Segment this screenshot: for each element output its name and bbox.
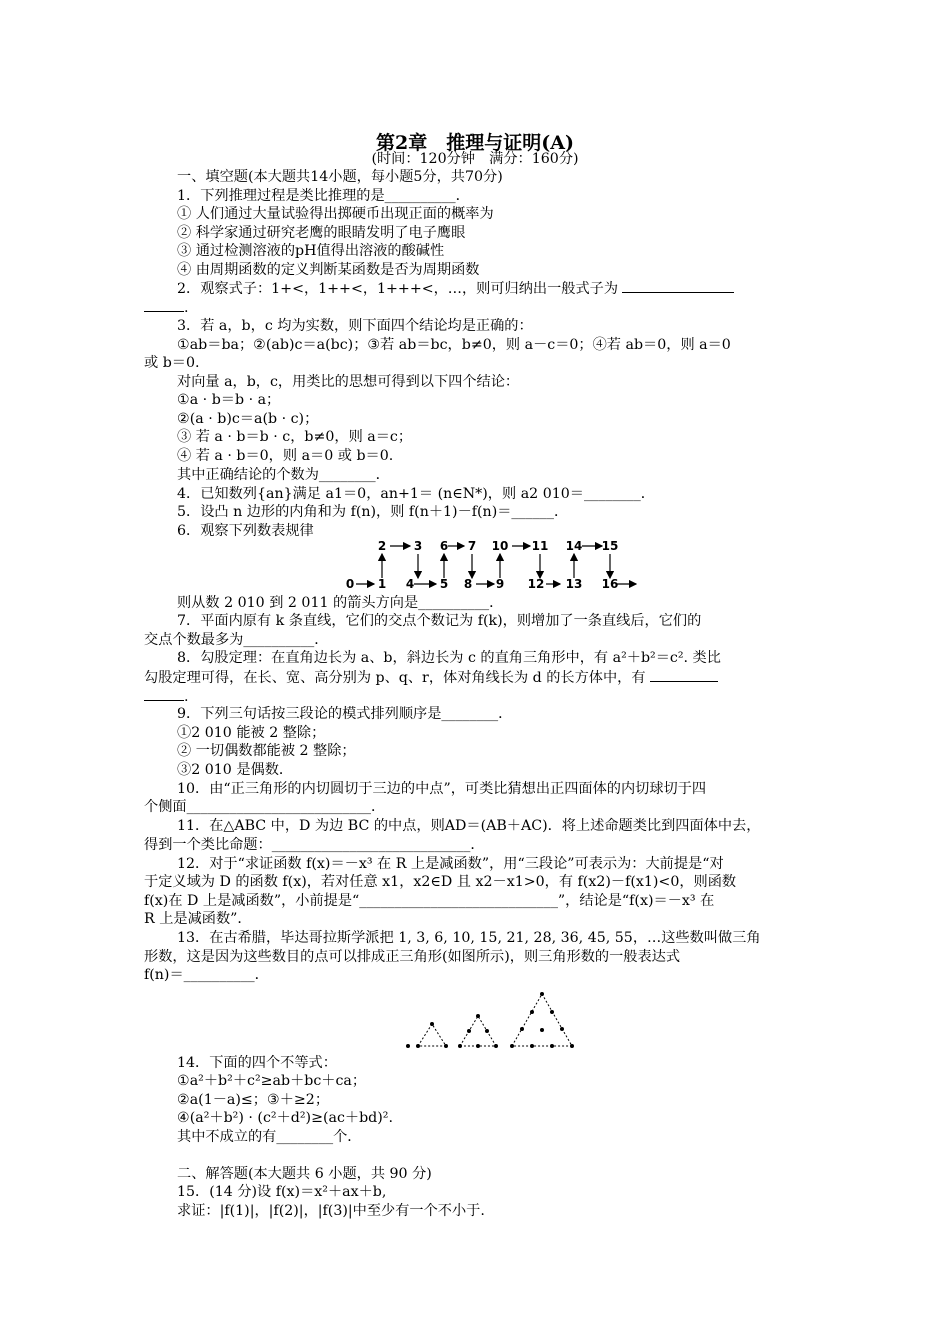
- question-8-line2: 勾股定理可得，在长、宽、高分别为 p、q、r，体对角线长为 d 的长方体中，有: [144, 668, 718, 687]
- question-12-end: R 上是减函数”．: [144, 911, 252, 927]
- table-top-number: 11: [531, 539, 549, 553]
- table-top-number: 14: [565, 539, 583, 553]
- q9-statement-3: ③2 010 是偶数．: [177, 762, 294, 778]
- table-top-number: 15: [601, 539, 619, 553]
- question-7: 7．平面内原有 k 条直线，它们的交点个数记为 f(k)，则增加了一条直线后，它们的: [177, 613, 702, 629]
- table-bottom-number: 13: [565, 577, 583, 591]
- q9-statement-2: ② 一切偶数都能被 2 整除；: [177, 743, 356, 759]
- question-2-end: .: [144, 298, 189, 317]
- table-bottom-number: 0: [345, 577, 355, 591]
- question-15: 15．(14 分)设 f(x)＝x²＋ax＋b,: [177, 1184, 387, 1200]
- question-5: 5．设凸 n 边形的内角和为 f(n)，则 f(n＋1)－f(n)＝______．: [177, 504, 569, 520]
- question-10-end: 个侧面__________________________．: [144, 799, 386, 815]
- question-11: 11．在△ABC 中，D 为边 BC 的中点，则AD＝(AB＋AC)．将上述命题类比到四面体中去，: [177, 818, 761, 834]
- table-bottom-number: 5: [439, 577, 449, 591]
- arrow-number-table-figure: [340, 536, 650, 594]
- question-6: 6．观察下列数表规律: [177, 523, 314, 539]
- table-top-number: 3: [413, 539, 423, 553]
- section-heading-answers: 二、解答题(本大题共 6 小题，共 90 分): [177, 1166, 432, 1182]
- time-score-subtitle: (时间：120分钟 满分：160分): [371, 151, 579, 167]
- table-bottom-number: 16: [601, 577, 619, 591]
- question-1: 1．下列推理过程是类比推理的是__________．: [177, 188, 470, 204]
- question-11-end: 得到一个类比命题：____________________________．: [144, 837, 485, 853]
- question-13: 13．在古希腊，毕达哥拉斯学派把 1, 3, 6, 10, 15, 21, 28, 36, 45, 55，…这些数叫做三角: [177, 930, 761, 946]
- q6-question: 则从数 2 010 到 2 011 的箭头方向是__________．: [177, 595, 504, 611]
- q14-inequality-2-3: ②a(1－a)≤；③＋≥2；: [177, 1092, 330, 1108]
- table-bottom-number: 4: [405, 577, 415, 591]
- question-3: 3．若 a，b，c 均为实数，则下面四个结论均是正确的：: [177, 318, 533, 334]
- question-7-end: 交点个数最多为__________．: [144, 632, 329, 648]
- table-bottom-number: 1: [377, 577, 387, 591]
- q3-vector-4: ④ 若 a · b＝0，则 a＝0 或 b＝0.: [177, 448, 394, 464]
- q1-option-4: ④ 由周期函数的定义判断某函数是否为周期函数: [177, 262, 480, 278]
- q14-inequality-1: ①a²＋b²＋c²≥ab＋bc＋ca；: [177, 1073, 367, 1089]
- triangle-numbers-figure: [404, 982, 584, 1050]
- table-bottom-number: 12: [527, 577, 545, 591]
- question-8: 8．勾股定理：在直角边长为 a、b，斜边长为 c 的直角三角形中，有 a²＋b²＝c². 类比: [177, 650, 721, 666]
- q14-inequality-4: ④(a²＋b²) · (c²＋d²)≥(ac＋bd)².: [177, 1110, 393, 1126]
- question-10: 10．由“正三角形的内切圆切于三边的中点”，可类比猜想出正四面体的内切球切于四: [177, 781, 707, 797]
- question-15-prove: 求证：|f(1)|，|f(2)|，|f(3)|中至少有一个不小于.: [177, 1203, 485, 1219]
- section-heading-fill-in: 一、填空题(本大题共14小题，每小题5分，共70分): [177, 169, 503, 185]
- question-8-end: .: [144, 687, 189, 706]
- question-2: 2．观察式子：1+<，1++<，1+++<，…，则可归纳出一般式子为: [177, 279, 734, 298]
- table-bottom-number: 8: [463, 577, 473, 591]
- question-9: 9．下列三句话按三段论的模式排列顺序是________．: [177, 706, 513, 722]
- question-12: 12．对于“求证函数 f(x)＝－x³ 在 R 上是减函数”，用“三段论”可表示为：大前提是“对: [177, 856, 724, 872]
- q1-option-1: ① 人们通过大量试验得出掷硬币出现正面的概率为: [177, 206, 494, 222]
- q14-question: 其中不成立的有________个．: [177, 1129, 362, 1145]
- table-top-number: 7: [467, 539, 477, 553]
- q9-statement-1: ①2 010 能被 2 整除；: [177, 725, 326, 741]
- q3-question: 其中正确结论的个数为________．: [177, 467, 390, 483]
- q3-real-conclusions: ①ab＝ba；②(ab)c＝a(bc)；③若 ab＝bc，b≠0，则 a－c＝0；④若 ab＝0，则 a＝0: [177, 337, 731, 353]
- question-12-line3: f(x)在 D 上是减函数”，小前提是“____________________________”，结论是“f(x)＝－x³ 在: [144, 893, 715, 909]
- question-4: 4．已知数列{an}满足 a1＝0，an+1＝ (n∈N*)，则 a2 010＝________．: [177, 486, 655, 502]
- table-top-number: 2: [377, 539, 387, 553]
- q3-vector-intro: 对向量 a，b，c，用类比的思想可得到以下四个结论：: [177, 374, 520, 390]
- q3-vector-1: ①a · b＝b · a；: [177, 392, 281, 408]
- q1-option-2: ② 科学家通过研究老鹰的眼睛发明了电子鹰眼: [177, 225, 466, 241]
- table-bottom-number: 9: [495, 577, 505, 591]
- question-13-line2: 形数，这是因为这些数目的点可以排成正三角形(如图所示)，则三角形数的一般表达式: [144, 949, 681, 965]
- table-top-number: 6: [439, 539, 449, 553]
- question-13-end: f(n)＝__________．: [144, 967, 269, 983]
- q3-vector-2: ②(a · b)c＝a(b · c)；: [177, 411, 319, 427]
- q1-option-3: ③ 通过检测溶液的pH值得出溶液的酸碱性: [177, 243, 445, 259]
- q3-real-conclusions-end: 或 b＝0.: [144, 355, 200, 371]
- table-top-number: 10: [491, 539, 509, 553]
- question-14: 14．下面的四个不等式：: [177, 1055, 337, 1071]
- question-12-line2: 于定义域为 D 的函数 f(x)，若对任意 x1，x2∈D 且 x2－x1>0，有 f(x2)－f(x1)<0，则函数: [144, 874, 737, 890]
- q3-vector-3: ③ 若 a · b＝b · c，b≠0，则 a＝c；: [177, 429, 413, 445]
- page-title: 第2章 推理与证明(A): [376, 132, 574, 154]
